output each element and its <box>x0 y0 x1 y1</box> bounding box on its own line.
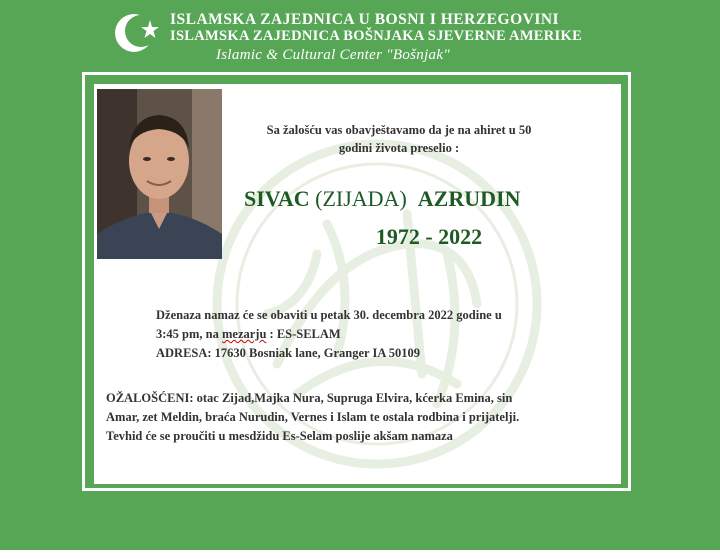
life-years: 1972 - 2022 <box>375 224 483 249</box>
funeral-address: ADRESA: 17630 Bosniak lane, Granger IA 50109 <box>156 346 421 360</box>
spellcheck-word: mezarju <box>221 327 267 341</box>
funeral-place: : ES-SELAM <box>269 327 341 341</box>
surname: SIVAC <box>244 186 310 211</box>
father-name: (ZIJADA) <box>315 186 407 211</box>
header-line-2: ISLAMSKA ZAJEDNICA BOŠNJAKA SJEVERNE AMERIKE <box>170 28 583 44</box>
mourners-line-2: Amar, zet Meldin, braća Nurudin, Vernes i Islam te ostala rodbina i prijatelji. <box>106 410 520 424</box>
obituary-card <box>94 84 621 484</box>
notice-line-2: godini života preselio : <box>338 141 460 155</box>
header-line-3: Islamic & Cultural Center "Bošnjak" <box>216 47 450 63</box>
funeral-line-2 <box>156 325 576 344</box>
header <box>0 0 720 70</box>
portrait-photo <box>97 89 222 259</box>
funeral-line-1: Dženaza namaz će se obaviti u petak 30. decembra 2022 godine u <box>156 308 502 322</box>
mourners-text <box>106 389 606 446</box>
notice-line-1: Sa žalošću vas obavještavamo da je na ahiret u 50 <box>266 123 532 137</box>
given-name: AZRUDIN <box>417 186 521 211</box>
mourners-line-1: OŽALOŠĆENI: otac Zijad,Majka Nura, Supruga Elvira, kćerka Emina, sin <box>106 391 513 405</box>
crescent-star-logo-icon <box>112 10 162 56</box>
funeral-details <box>156 306 576 363</box>
funeral-time: 3:45 pm, na <box>156 327 219 341</box>
bottom-strip <box>0 550 720 559</box>
deceased-name <box>244 186 614 212</box>
tevhid-line: Tevhid će se proučiti u mesdžidu Es-Selam poslije akšam namaza <box>106 429 453 443</box>
notice-text <box>234 121 564 157</box>
header-line-1: ISLAMSKA ZAJEDNICA U BOSNI I HERZEGOVINI <box>170 11 560 28</box>
